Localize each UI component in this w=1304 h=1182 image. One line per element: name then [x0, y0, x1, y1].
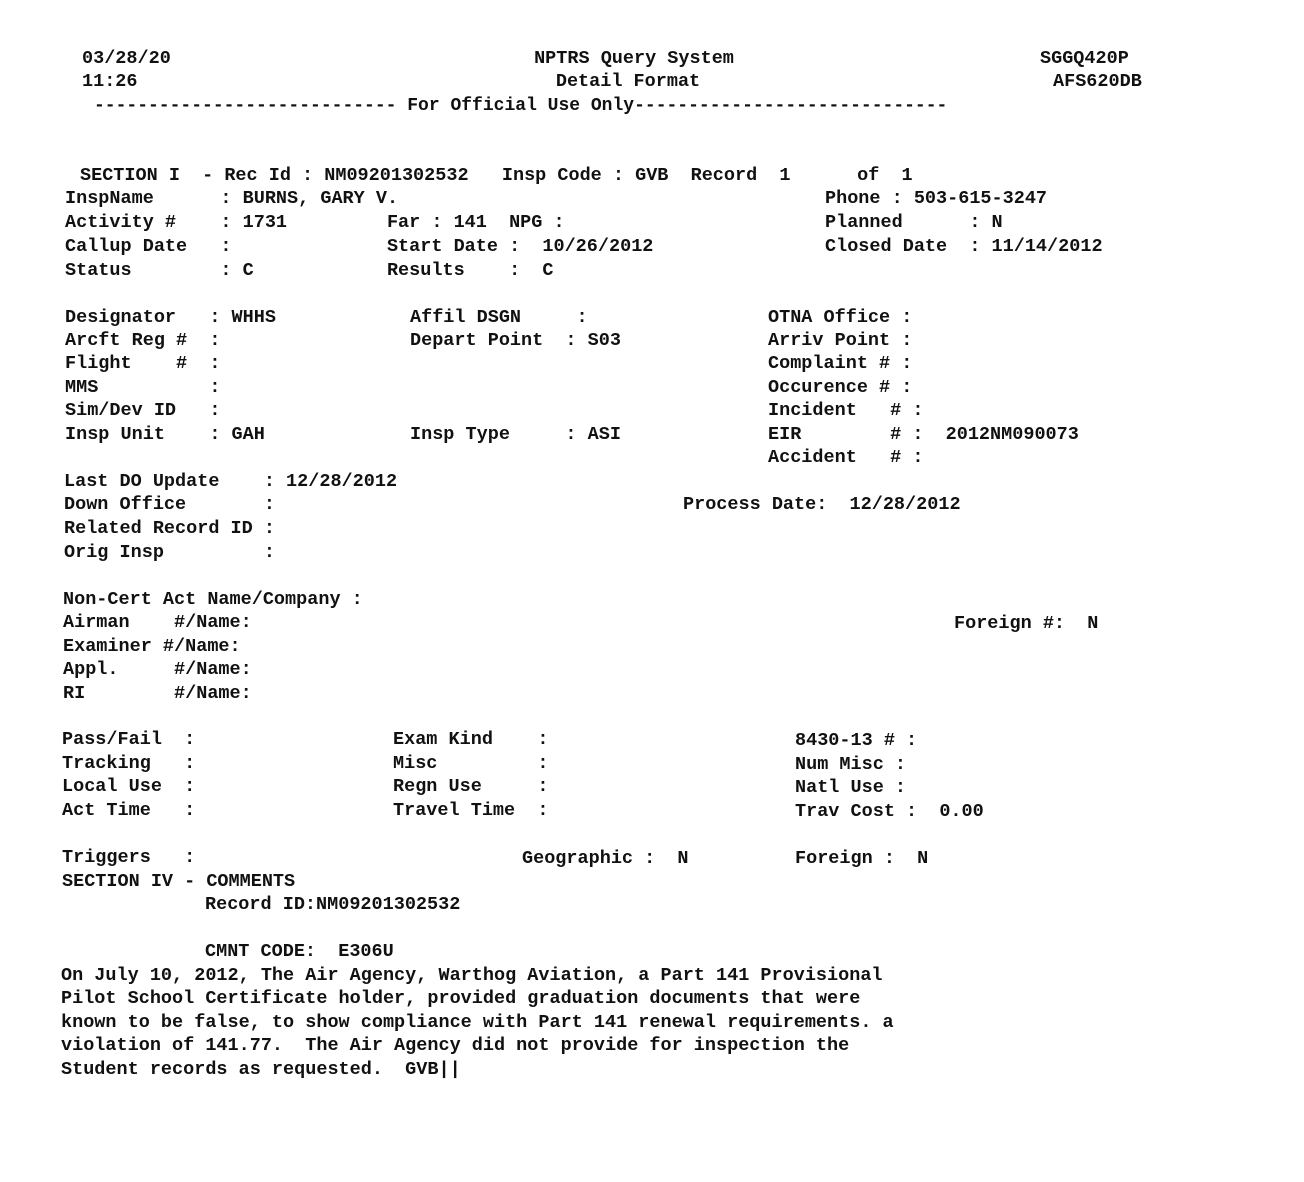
comment-code: CMNT CODE: E306U: [205, 941, 394, 962]
phone-line: Phone : 503-615-3247: [825, 188, 1048, 209]
tracking-line: Tracking :: [62, 753, 196, 774]
ri-line: RI #/Name:: [63, 683, 252, 704]
callup-line: Callup Date : Start Date : 10/26/2012: [65, 236, 654, 257]
comment-line: Student records as requested. GVB||: [61, 1059, 461, 1080]
trav-cost-line: Trav Cost : 0.00: [795, 801, 984, 822]
eir-line: EIR # : 2012NM090073: [768, 424, 1079, 445]
flight-number-line: Flight # :: [65, 353, 221, 374]
exam-kind-line: Exam Kind :: [393, 729, 549, 750]
comment-line: On July 10, 2012, The Air Agency, Warthog Aviation, a Part 141 Provisional: [61, 965, 883, 986]
natl-use-line: Natl Use :: [795, 777, 907, 798]
occurence-line: Occurence # :: [768, 377, 913, 398]
program-id: SGGQ420P: [1040, 48, 1129, 69]
airman-line: Airman #/Name:: [63, 612, 252, 633]
process-date-line: Process Date: 12/28/2012: [683, 494, 961, 515]
system-title: NPTRS Query System: [534, 48, 734, 69]
form-8430-line: 8430-13 # :: [795, 730, 918, 751]
insp-unit-line: Insp Unit : GAH: [65, 424, 265, 445]
mms-line: MMS :: [65, 377, 221, 398]
travel-time-line: Travel Time :: [393, 800, 549, 821]
sim-dev-id-line: Sim/Dev ID :: [65, 400, 221, 421]
foreign-line: Foreign : N: [795, 848, 929, 869]
examiner-line: Examiner #/Name:: [63, 636, 241, 657]
comment-line: Pilot School Certificate holder, provided graduation documents that were: [61, 988, 861, 1009]
arriv-point-line: Arriv Point :: [768, 330, 913, 351]
pass-fail-line: Pass/Fail :: [62, 729, 196, 750]
designator-line: Designator : WHHS: [65, 307, 276, 328]
appl-line: Appl. #/Name:: [63, 659, 252, 680]
related-record-line: Related Record ID :: [64, 518, 275, 539]
orig-insp-line: Orig Insp :: [64, 542, 275, 563]
official-use-banner: ---------------------------- For Official Use Only-----------------------------: [94, 96, 948, 116]
complaint-line: Complaint # :: [768, 353, 913, 374]
accident-line: Accident # :: [768, 447, 924, 468]
affil-dsgn-line: Affil DSGN :: [410, 307, 588, 328]
closed-date-line: Closed Date : 11/14/2012: [825, 236, 1103, 257]
aircraft-reg-line: Arcft Reg # :: [65, 330, 221, 351]
otna-office-line: OTNA Office :: [768, 307, 913, 328]
comments-section-title: SECTION IV - COMMENTS: [62, 871, 296, 892]
report-date: 03/28/20: [82, 48, 171, 69]
regn-use-line: Regn Use :: [393, 776, 549, 797]
non-cert-line: Non-Cert Act Name/Company :: [63, 589, 363, 610]
format-title: Detail Format: [555, 71, 701, 92]
section1-header-line: SECTION I - Rec Id : NM09201302532 Insp Code : GVB Record 1 of 1: [80, 165, 913, 186]
foreign-number-line: Foreign #: N: [954, 613, 1099, 634]
db-id: AFS620DB: [1053, 71, 1142, 92]
local-use-line: Local Use :: [62, 776, 196, 797]
comment-line: violation of 141.77. The Air Agency did not provide for inspection the: [61, 1035, 850, 1056]
activity-line: Activity # : 1731 Far : 141 NPG :: [65, 212, 565, 233]
report-time: 11:26: [82, 71, 138, 92]
comments-record-id: Record ID:NM09201302532: [205, 894, 461, 915]
num-misc-line: Num Misc :: [795, 754, 907, 775]
last-do-update-line: Last DO Update : 12/28/2012: [64, 471, 398, 492]
depart-point-line: Depart Point : S03: [410, 330, 621, 351]
act-time-line: Act Time :: [62, 800, 196, 821]
planned-line: Planned : N: [825, 212, 1003, 233]
geographic-line: Geographic : N: [522, 848, 689, 869]
insp-type-line: Insp Type : ASI: [410, 424, 621, 445]
misc-line: Misc :: [393, 753, 549, 774]
down-office-line: Down Office :: [64, 494, 275, 515]
inspector-name-line: InspName : BURNS, GARY V.: [65, 188, 399, 209]
status-line: Status : C Results : C: [65, 260, 554, 281]
triggers-line: Triggers :: [62, 847, 196, 868]
comment-line: known to be false, to show compliance with Part 141 renewal requirements. a: [61, 1012, 894, 1033]
incident-line: Incident # :: [768, 400, 924, 421]
